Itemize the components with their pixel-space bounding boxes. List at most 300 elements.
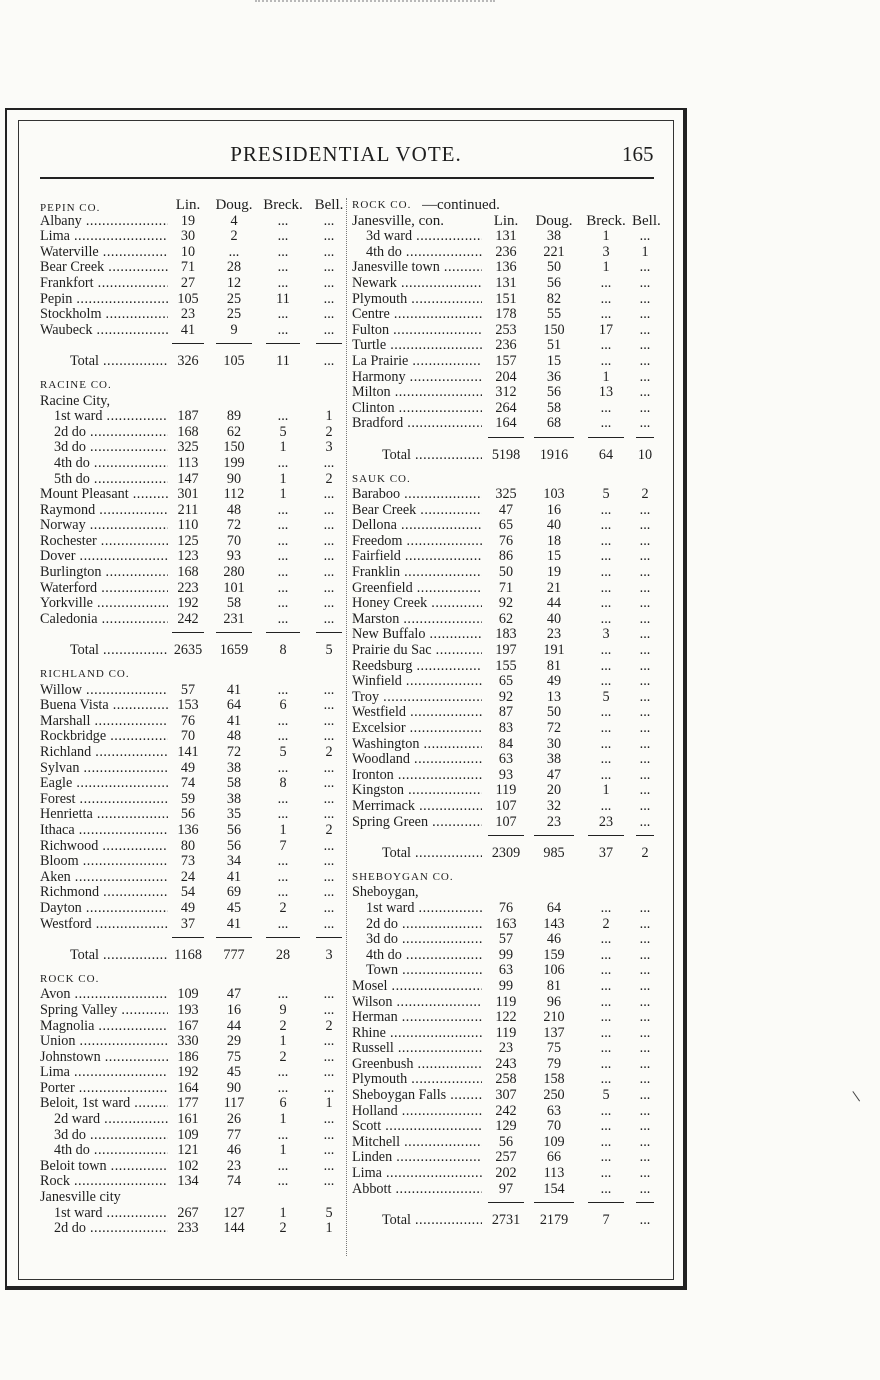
votes-lin: 119 bbox=[495, 782, 517, 799]
votes-bell: ... bbox=[323, 454, 335, 471]
town-name: Franklin ..... bbox=[352, 565, 482, 581]
county-heading-row bbox=[40, 378, 345, 394]
votes-lin: 84 bbox=[498, 735, 514, 752]
votes-bell: ... bbox=[639, 797, 651, 814]
votes-lin: 312 bbox=[495, 384, 517, 401]
votes-doug: 77 bbox=[226, 1126, 242, 1143]
town-name: Racine City, bbox=[40, 393, 111, 409]
votes-doug: 137 bbox=[543, 1024, 565, 1041]
column-header-lin: Lin. bbox=[175, 197, 201, 213]
votes-breck: 7 bbox=[279, 837, 287, 854]
votes-lin: 147 bbox=[177, 470, 199, 487]
town-row bbox=[40, 1112, 345, 1128]
town-row bbox=[40, 1143, 345, 1159]
votes-bell: ... bbox=[639, 352, 651, 369]
town-name: Richwood ..... bbox=[40, 839, 168, 855]
votes-lin: 109 bbox=[177, 986, 199, 1003]
county-heading-row bbox=[40, 972, 345, 988]
town-name: Clinton ..... bbox=[352, 401, 482, 417]
votes-doug: 58 bbox=[226, 775, 242, 792]
town-row bbox=[40, 776, 345, 792]
town-name: Sylvan ..... bbox=[40, 761, 168, 777]
votes-doug: 44 bbox=[546, 595, 562, 612]
town-row bbox=[40, 612, 345, 628]
votes-bell: 3 bbox=[325, 439, 333, 456]
votes-breck: ... bbox=[600, 579, 612, 596]
votes-doug: 280 bbox=[223, 564, 245, 581]
town-row bbox=[40, 229, 345, 245]
votes-doug: 199 bbox=[223, 454, 245, 471]
town-name: Mount Pleasant ..... bbox=[40, 487, 168, 503]
town-row bbox=[352, 1072, 657, 1088]
votes-breck: ... bbox=[277, 884, 289, 901]
votes-doug: 74 bbox=[226, 1173, 242, 1190]
votes-bell: ... bbox=[323, 243, 335, 260]
town-name: Eagle ..... bbox=[40, 776, 168, 792]
town-name: Henrietta ..... bbox=[40, 807, 168, 823]
votes-breck: 1 bbox=[602, 368, 610, 385]
rule-segment bbox=[534, 835, 574, 836]
votes-lin: 123 bbox=[177, 548, 199, 565]
votes-breck: ... bbox=[277, 1173, 289, 1190]
votes-bell: ... bbox=[323, 1079, 335, 1096]
votes-breck: ... bbox=[600, 673, 612, 690]
county-heading: ROCK CO. bbox=[40, 972, 100, 985]
votes-lin: 177 bbox=[177, 1095, 199, 1112]
votes-bell: 2 bbox=[325, 821, 333, 838]
votes-lin: 178 bbox=[495, 306, 517, 323]
votes-doug: 56 bbox=[546, 384, 562, 401]
town-row bbox=[352, 276, 657, 292]
town-name: Union ..... bbox=[40, 1034, 168, 1050]
votes-breck: 11 bbox=[276, 353, 290, 370]
town-name: Forest ..... bbox=[40, 792, 168, 808]
votes-bell: ... bbox=[639, 642, 651, 659]
votes-bell: ... bbox=[323, 697, 335, 714]
votes-breck: 6 bbox=[279, 1095, 287, 1112]
county-heading-row bbox=[352, 870, 657, 886]
votes-doug: 81 bbox=[546, 977, 562, 994]
votes-breck: 23 bbox=[598, 813, 614, 830]
votes-lin: 49 bbox=[180, 759, 196, 776]
town-row bbox=[352, 596, 657, 612]
town-name: Rochester ..... bbox=[40, 534, 168, 550]
votes-lin: 236 bbox=[495, 337, 517, 354]
votes-doug: 2 bbox=[230, 228, 238, 245]
votes-breck: ... bbox=[277, 532, 289, 549]
town-row bbox=[40, 394, 345, 410]
votes-lin: 183 bbox=[495, 626, 517, 643]
votes-lin: 122 bbox=[495, 1009, 517, 1026]
spacer bbox=[352, 862, 657, 870]
votes-breck: ... bbox=[277, 853, 289, 870]
town-name: 4th do ..... bbox=[40, 456, 168, 472]
votes-breck: ... bbox=[277, 212, 289, 229]
rule-segment bbox=[488, 437, 524, 438]
town-name: New Buffalo ..... bbox=[352, 627, 482, 643]
rule-segment bbox=[172, 937, 204, 938]
votes-lin: 326 bbox=[177, 353, 199, 370]
town-row bbox=[40, 260, 345, 276]
town-row bbox=[352, 1150, 657, 1166]
votes-bell: ... bbox=[323, 759, 335, 776]
town-row bbox=[40, 518, 345, 534]
votes-bell: ... bbox=[639, 610, 651, 627]
town-row bbox=[352, 401, 657, 417]
votes-bell: ... bbox=[639, 1118, 651, 1135]
votes-lin: 258 bbox=[495, 1071, 517, 1088]
votes-breck: ... bbox=[600, 1165, 612, 1182]
votes-doug: 158 bbox=[543, 1071, 565, 1088]
votes-doug: 46 bbox=[546, 931, 562, 948]
votes-doug: 62 bbox=[226, 423, 242, 440]
town-name: Willow ..... bbox=[40, 683, 168, 699]
town-row bbox=[352, 229, 657, 245]
votes-breck: ... bbox=[277, 1079, 289, 1096]
total-label: Total ..... bbox=[352, 448, 482, 464]
town-row bbox=[352, 963, 657, 979]
spacer bbox=[40, 370, 345, 378]
votes-lin: 62 bbox=[498, 610, 514, 627]
votes-breck: ... bbox=[277, 454, 289, 471]
votes-lin: 2309 bbox=[491, 845, 521, 862]
town-name: Waterville ..... bbox=[40, 245, 168, 261]
votes-bell: ... bbox=[323, 1157, 335, 1174]
votes-breck: 64 bbox=[598, 446, 614, 463]
town-row bbox=[352, 1104, 657, 1120]
votes-breck: ... bbox=[277, 759, 289, 776]
votes-lin: 71 bbox=[180, 259, 196, 276]
town-name: Holland ..... bbox=[352, 1104, 482, 1120]
page-title: PRESIDENTIAL VOTE. bbox=[230, 142, 462, 166]
votes-doug: 38 bbox=[546, 751, 562, 768]
votes-bell: ... bbox=[639, 720, 651, 736]
votes-bell: ... bbox=[639, 259, 651, 276]
votes-doug: 18 bbox=[546, 532, 562, 549]
votes-breck: ... bbox=[600, 1149, 612, 1166]
votes-breck: ... bbox=[600, 415, 612, 432]
votes-doug: 1916 bbox=[539, 446, 569, 463]
town-row bbox=[40, 425, 345, 441]
votes-breck: 2 bbox=[279, 1220, 287, 1237]
town-name: Bradford ..... bbox=[352, 416, 482, 432]
town-row bbox=[352, 503, 657, 519]
town-row bbox=[352, 885, 657, 901]
votes-bell: 1 bbox=[641, 243, 649, 260]
votes-bell: ... bbox=[639, 766, 651, 783]
votes-breck: ... bbox=[277, 517, 289, 534]
town-row bbox=[352, 799, 657, 815]
town-row bbox=[40, 1003, 345, 1019]
votes-lin: 105 bbox=[177, 290, 199, 307]
votes-breck: ... bbox=[600, 532, 612, 549]
county-heading: SAUK CO. bbox=[352, 472, 411, 485]
rule-segment bbox=[488, 835, 524, 836]
votes-doug: 150 bbox=[543, 321, 565, 338]
votes-bell: ... bbox=[323, 775, 335, 792]
votes-lin: 113 bbox=[177, 454, 199, 471]
town-row bbox=[352, 307, 657, 323]
town-row bbox=[352, 323, 657, 339]
votes-doug: 66 bbox=[546, 1149, 562, 1166]
town-row bbox=[352, 917, 657, 933]
town-row bbox=[352, 245, 657, 261]
votes-doug: 144 bbox=[223, 1220, 245, 1237]
town-name: 3d ward ..... bbox=[352, 229, 482, 245]
town-name: Mitchell ..... bbox=[352, 1135, 482, 1151]
votes-breck: ... bbox=[600, 1102, 612, 1119]
town-name: 4th do ..... bbox=[352, 245, 482, 261]
page-number: 165 bbox=[622, 142, 654, 166]
town-name: Fulton ..... bbox=[352, 323, 482, 339]
votes-bell: ... bbox=[639, 290, 651, 307]
town-row bbox=[40, 745, 345, 761]
votes-breck: ... bbox=[600, 517, 612, 534]
rule-segment bbox=[172, 343, 204, 344]
town-row bbox=[40, 440, 345, 456]
town-name: Westfield ..... bbox=[352, 705, 482, 721]
votes-lin: 121 bbox=[177, 1142, 199, 1159]
votes-doug: 56 bbox=[226, 821, 242, 838]
votes-bell: ... bbox=[323, 884, 335, 901]
county-heading: ROCK CO. bbox=[352, 199, 412, 211]
votes-lin: 1168 bbox=[174, 947, 202, 964]
votes-bell: ... bbox=[323, 228, 335, 245]
votes-breck: ... bbox=[277, 306, 289, 323]
town-name: Abbott ..... bbox=[352, 1182, 482, 1198]
town-row bbox=[40, 581, 345, 597]
votes-lin: 307 bbox=[495, 1087, 517, 1104]
votes-lin: 102 bbox=[177, 1157, 199, 1174]
votes-bell: ... bbox=[639, 782, 651, 799]
town-row bbox=[352, 581, 657, 597]
right-column bbox=[352, 198, 661, 1229]
town-name: Beloit town ..... bbox=[40, 1159, 168, 1175]
votes-doug: 40 bbox=[546, 610, 562, 627]
town-name: Aken ..... bbox=[40, 870, 168, 886]
town-row bbox=[352, 1135, 657, 1151]
town-name: Greenfield ..... bbox=[352, 581, 482, 597]
votes-bell: 5 bbox=[325, 1204, 333, 1221]
votes-lin: 80 bbox=[180, 837, 196, 854]
town-row bbox=[352, 1057, 657, 1073]
votes-lin: 325 bbox=[177, 439, 199, 456]
town-row bbox=[40, 1174, 345, 1190]
town-row bbox=[352, 292, 657, 308]
votes-bell: ... bbox=[639, 517, 651, 534]
town-name: Washington ..... bbox=[352, 737, 482, 753]
votes-bell: ... bbox=[639, 501, 651, 518]
votes-lin: 63 bbox=[498, 751, 514, 768]
votes-breck: ... bbox=[277, 548, 289, 565]
town-name: Rhine ..... bbox=[352, 1026, 482, 1042]
town-name: Rockbridge ..... bbox=[40, 729, 168, 745]
votes-breck: ... bbox=[277, 681, 289, 698]
county-total-row bbox=[352, 846, 657, 862]
votes-breck: ... bbox=[600, 751, 612, 768]
votes-breck: ... bbox=[600, 290, 612, 307]
votes-breck: 2 bbox=[279, 1048, 287, 1065]
votes-breck: ... bbox=[277, 274, 289, 291]
rule-segment bbox=[588, 437, 624, 438]
town-name: 2d do ..... bbox=[40, 1221, 168, 1237]
votes-breck: ... bbox=[600, 642, 612, 659]
town-name: Harmony ..... bbox=[352, 370, 482, 386]
town-row bbox=[352, 721, 657, 737]
votes-breck: 2 bbox=[602, 915, 610, 932]
votes-doug: 191 bbox=[543, 642, 565, 659]
votes-doug: 58 bbox=[226, 595, 242, 612]
votes-lin: 236 bbox=[495, 243, 517, 260]
town-row bbox=[40, 596, 345, 612]
votes-doug: 25 bbox=[226, 290, 242, 307]
town-row bbox=[40, 792, 345, 808]
votes-doug: 58 bbox=[546, 399, 562, 416]
town-row bbox=[40, 823, 345, 839]
votes-bell: ... bbox=[639, 1149, 651, 1166]
votes-breck: ... bbox=[277, 790, 289, 807]
town-row bbox=[352, 1182, 657, 1198]
votes-lin: 136 bbox=[177, 821, 199, 838]
county-heading-row bbox=[352, 472, 657, 488]
town-name: Ithaca ..... bbox=[40, 823, 168, 839]
town-row bbox=[352, 354, 657, 370]
town-row bbox=[40, 683, 345, 699]
town-row bbox=[352, 768, 657, 784]
rule-segment bbox=[316, 937, 342, 938]
votes-lin: 223 bbox=[177, 579, 199, 596]
town-name: Lima ..... bbox=[352, 1166, 482, 1182]
votes-bell: ... bbox=[323, 868, 335, 885]
town-name: 5th do ..... bbox=[40, 472, 168, 488]
town-name: Dover ..... bbox=[40, 549, 168, 565]
votes-breck: ... bbox=[600, 337, 612, 354]
town-row bbox=[352, 932, 657, 948]
votes-bell: 3 bbox=[325, 947, 333, 964]
town-row bbox=[40, 276, 345, 292]
votes-doug: 46 bbox=[226, 1142, 242, 1159]
votes-bell: ... bbox=[323, 290, 335, 307]
votes-breck: ... bbox=[277, 986, 289, 1003]
votes-lin: 56 bbox=[498, 1133, 514, 1150]
votes-bell: ... bbox=[639, 337, 651, 354]
town-row bbox=[352, 534, 657, 550]
votes-doug: 16 bbox=[546, 501, 562, 518]
votes-doug: 75 bbox=[546, 1040, 562, 1057]
town-name: Fairfield ..... bbox=[352, 549, 482, 565]
town-name: Kingston ..... bbox=[352, 783, 482, 799]
town-row bbox=[40, 917, 345, 933]
votes-bell: ... bbox=[323, 610, 335, 627]
town-name: Lima ..... bbox=[40, 1065, 168, 1081]
town-name: Bloom ..... bbox=[40, 854, 168, 870]
town-name: 2d ward ..... bbox=[40, 1112, 168, 1128]
votes-lin: 27 bbox=[180, 274, 196, 291]
town-name: Yorkville ..... bbox=[40, 596, 168, 612]
votes-breck: ... bbox=[277, 408, 289, 425]
votes-breck: ... bbox=[277, 501, 289, 518]
votes-bell: ... bbox=[639, 368, 651, 385]
votes-lin: 141 bbox=[177, 744, 199, 760]
town-name: Richland ..... bbox=[40, 745, 168, 761]
votes-lin: 41 bbox=[180, 321, 196, 338]
town-row bbox=[352, 643, 657, 659]
votes-doug: 25 bbox=[226, 306, 242, 323]
rule-segment bbox=[636, 437, 654, 438]
town-name: Spring Green ..... bbox=[352, 815, 482, 831]
votes-bell: 1 bbox=[325, 1095, 333, 1112]
votes-breck: ... bbox=[277, 595, 289, 612]
town-row bbox=[40, 323, 345, 339]
votes-lin: 129 bbox=[495, 1118, 517, 1135]
votes-breck: 8 bbox=[279, 775, 287, 792]
votes-doug: 127 bbox=[223, 1204, 245, 1221]
votes-lin: 76 bbox=[498, 899, 514, 916]
votes-lin: 136 bbox=[495, 259, 517, 276]
votes-doug: 23 bbox=[226, 1157, 242, 1174]
rule-segment bbox=[316, 343, 342, 344]
column-header-breck: Breck. bbox=[586, 212, 626, 229]
votes-lin: 202 bbox=[495, 1165, 517, 1182]
votes-breck: 5 bbox=[279, 744, 287, 760]
votes-doug: 28 bbox=[226, 259, 242, 276]
town-row bbox=[352, 1166, 657, 1182]
votes-breck: 3 bbox=[602, 243, 610, 260]
votes-doug: 30 bbox=[546, 735, 562, 752]
votes-lin: 57 bbox=[180, 681, 196, 698]
votes-lin: 99 bbox=[498, 946, 514, 963]
votes-doug: 93 bbox=[226, 548, 242, 565]
votes-doug: 12 bbox=[226, 274, 242, 291]
column-header-breck: Breck. bbox=[263, 197, 303, 213]
votes-lin: 204 bbox=[495, 368, 517, 385]
votes-bell: ... bbox=[639, 274, 651, 291]
town-row bbox=[352, 948, 657, 964]
rule-segment bbox=[216, 632, 252, 633]
votes-doug: 15 bbox=[546, 352, 562, 369]
county-heading: RICHLAND CO. bbox=[40, 668, 130, 681]
votes-lin: 197 bbox=[495, 642, 517, 659]
votes-lin: 63 bbox=[498, 962, 514, 979]
town-name: Westford ..... bbox=[40, 917, 168, 933]
votes-bell: ... bbox=[639, 415, 651, 432]
rule-segment bbox=[534, 437, 574, 438]
votes-breck: 1 bbox=[279, 1204, 287, 1221]
votes-breck: ... bbox=[600, 899, 612, 916]
town-row bbox=[40, 714, 345, 730]
votes-bell: ... bbox=[639, 564, 651, 581]
votes-lin: 131 bbox=[495, 228, 517, 245]
total-label: Total ..... bbox=[352, 846, 482, 862]
county-total-row bbox=[40, 948, 345, 964]
town-row bbox=[352, 659, 657, 675]
votes-lin: 119 bbox=[495, 993, 517, 1010]
town-row bbox=[40, 885, 345, 901]
votes-lin: 119 bbox=[495, 1024, 517, 1041]
votes-doug: 26 bbox=[226, 1111, 242, 1128]
votes-doug: 82 bbox=[546, 290, 562, 307]
town-name: La Prairie ..... bbox=[352, 354, 482, 370]
votes-bell: 1 bbox=[325, 408, 333, 425]
votes-lin: 2731 bbox=[491, 1212, 521, 1229]
votes-breck: ... bbox=[277, 1157, 289, 1174]
town-name: Plymouth ..... bbox=[352, 1072, 482, 1088]
town-name: Reedsburg ..... bbox=[352, 659, 482, 675]
votes-breck: 2 bbox=[279, 899, 287, 916]
votes-breck: 1 bbox=[279, 486, 287, 503]
votes-breck: 5 bbox=[279, 423, 287, 440]
votes-bell: ... bbox=[323, 1033, 335, 1050]
